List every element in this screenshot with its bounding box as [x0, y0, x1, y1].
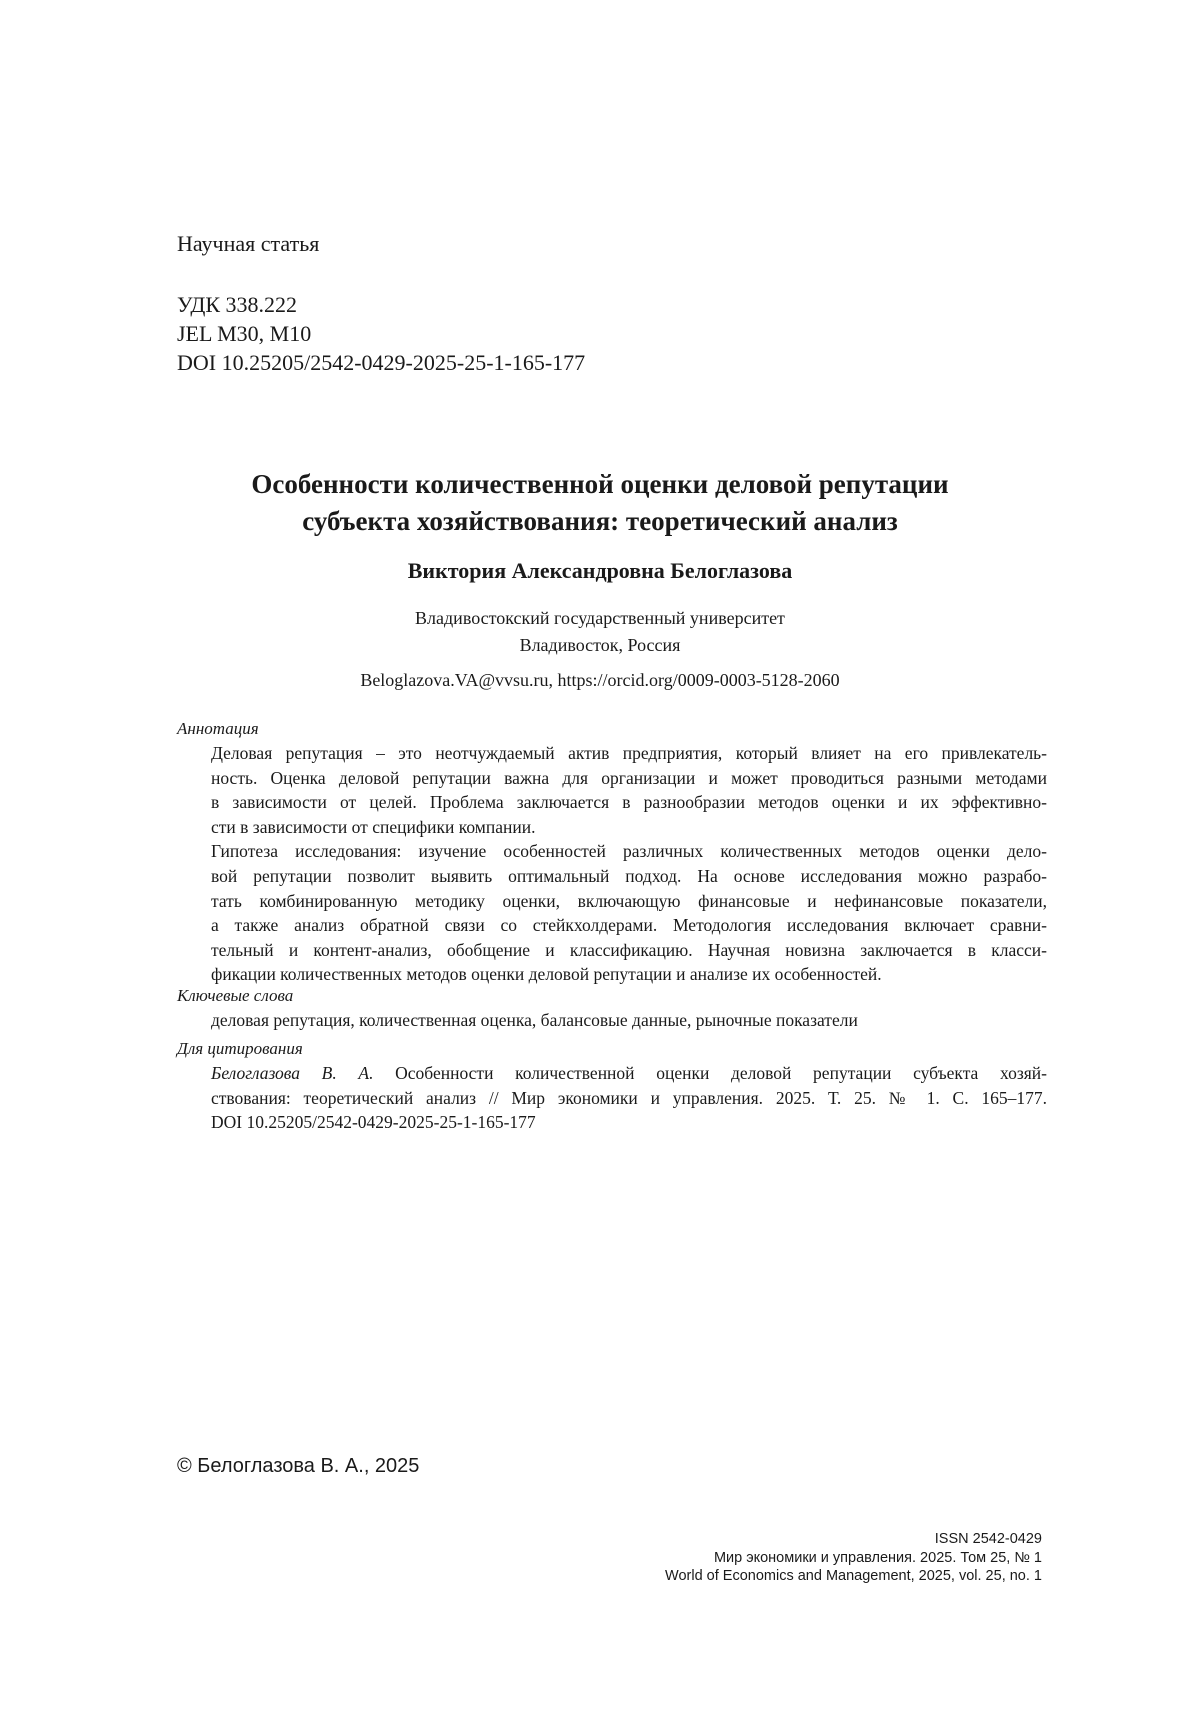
keywords-body	[211, 1008, 1047, 1033]
keywords-text: деловая репутация, количественная оценка, балансовые данные, рыночные показатели	[211, 1010, 858, 1030]
citation-line-2: ствования: теоретический анализ // Мир экономики и управления. 2025. Т. 25. № 1. С. 165–177.	[211, 1087, 1047, 1108]
annotation-line: фикации количественных методов оценки деловой репутации и анализе их особенностей.	[211, 964, 882, 985]
keywords-label: Ключевые слова	[177, 986, 294, 1005]
affiliation	[100, 605, 1100, 659]
udk-code: УДК 338.222	[177, 292, 298, 317]
title-line-1: Особенности количественной оценки деловой репутации	[251, 469, 949, 499]
affiliation-location: Владивосток, Россия	[519, 635, 681, 655]
annotation-line: тельный и контент-анализ, обобщение и классификацию. Научная новизна заключается в класси-	[211, 939, 1047, 960]
annotation-line: сти в зависимости от специфики компании.	[211, 816, 536, 837]
annotation-line: а также анализ обратной связи со стейкхолдерами. Методология исследования включает сравни-	[211, 915, 1047, 936]
copyright: © Белоглазова В. А., 2025	[177, 1455, 420, 1477]
footer-journal-en: World of Economics and Management, 2025, vol. 25, no. 1	[665, 1568, 1042, 1584]
jel-code: JEL M30, M10	[177, 321, 312, 346]
annotation-line: ность. Оценка деловой репутации важна для организации и может проводиться разными методами	[211, 767, 1047, 788]
annotation-line: в зависимости от целей. Проблема заключается в разнообразии методов оценки и их эффективно-	[211, 792, 1047, 813]
citation-body	[211, 1061, 1047, 1135]
citation-line-1	[211, 1061, 1047, 1086]
citation-title-start: Особенности количественной оценки деловой репутации субъекта хозяй-	[373, 1063, 1047, 1083]
annotation-label: Аннотация	[177, 719, 259, 738]
author-contacts: Beloglazova.VA@vvsu.ru, https://orcid.org/0009-0003-5128-2060	[360, 670, 840, 690]
affiliation-university: Владивостокский государственный университет	[415, 608, 785, 628]
article-type: Научная статья	[177, 231, 320, 256]
annotation-line: вой репутации позволит выявить оптимальный подход. На основе исследования можно разрабо-	[211, 865, 1047, 886]
annotation-line: Гипотеза исследования: изучение особенностей различных количественных методов оценки дело-	[211, 841, 1047, 862]
annotation-line: Деловая репутация – это неотчуждаемый актив предприятия, который влияет на его привлекатель-	[211, 743, 1047, 763]
author-name: Виктория Александровна Белоглазова	[407, 558, 793, 583]
annotation-line: тать комбинированную методику оценки, включающую финансовые и нефинансовые показатели,	[211, 890, 1047, 911]
citation-author: Белоглазова В. А.	[211, 1063, 374, 1083]
footer-issn: ISSN 2542-0429	[934, 1531, 1042, 1547]
meta-block	[177, 290, 585, 377]
article-title	[100, 466, 1100, 540]
footer-journal-ru: Мир экономики и управления. 2025. Том 25, № 1	[713, 1549, 1042, 1566]
annotation-body	[211, 741, 1047, 987]
journal-footer	[665, 1530, 1042, 1586]
title-line-2: субъекта хозяйствования: теоретический анализ	[302, 506, 898, 536]
citation-label: Для цитирования	[177, 1039, 303, 1058]
citation-line-3: DOI 10.25205/2542-0429-2025-25-1-165-177	[211, 1112, 536, 1133]
doi-code: DOI 10.25205/2542-0429-2025-25-1-165-177	[177, 350, 586, 375]
